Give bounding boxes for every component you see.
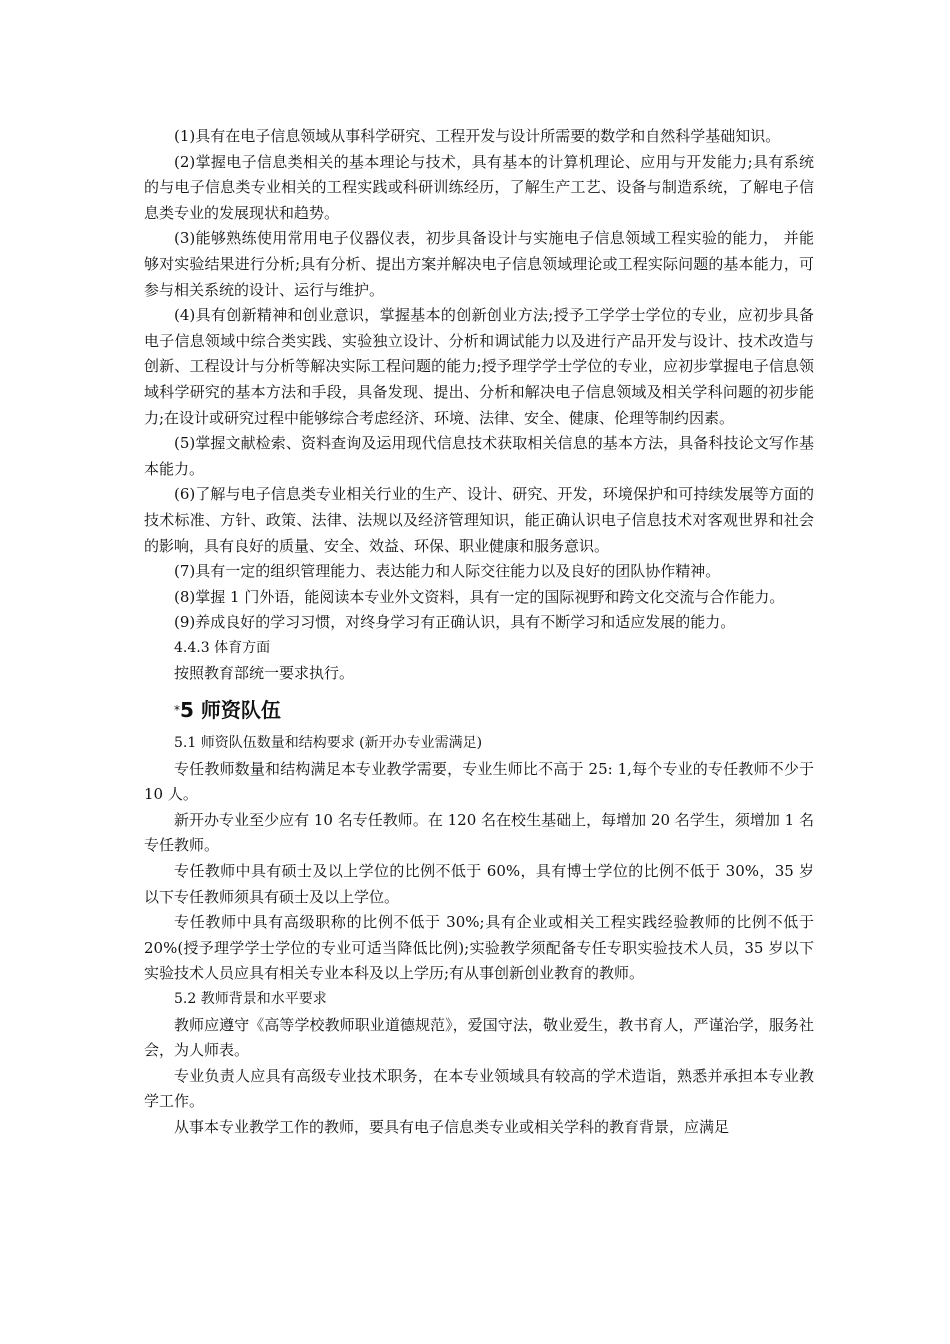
- paragraph-requirement-4: (4)具有创新精神和创业意识，掌握基本的创新创业方法;授予工学学士学位的专业，应初步具备电子信息领域中综合类实践、实验独立设计、分析和调试能力以及进行产品开发与设计、技术改造与创新、工程设计与分析等解决实际工程问题的能力;授予理学学士学位的专业，应初步掌握电子信息领域科学研究的基本方法和手段，具备发现、提出、分析和解决电子信息领域及相关学科问题的初步能力;在设计或研究过程中能够综合考虑经济、环境、法律、安全、健康、伦理等制约因素。: [144, 306, 814, 427]
- paragraph-5-1-a: 专任教师数量和结构满足本专业教学需要，专业生师比不高于 25: 1,每个专业的专任教师不少于 10 人。: [144, 759, 814, 804]
- paragraph-requirement-9: (9)养成良好的学习习惯，对终身学习有正确认识，具有不断学习和适应发展的能力。: [174, 613, 736, 632]
- paragraph-5-1-d: 专任教师中具有高级职称的比例不低于 30%;具有企业或相关工程实践经验教师的比例不低于 20%(授予理学学士学位的专业可适当降低比例);实验教学须配备专任专职实验技术人员，35 岁以下实验技术人员应具有相关专业本科及以上学历;有从事创新创业教育的教师。: [144, 913, 814, 983]
- document-body: [144, 124, 814, 1141]
- section-heading-5: [174, 696, 814, 724]
- paragraph-5-2-c: 从事本专业教学工作的教师，要具有电子信息类专业或相关学科的教育背景，应满足: [174, 1117, 730, 1136]
- paragraph-5-1-b: 新开办专业至少应有 10 名专任教师。在 120 名在校生基础上，每增加 20 名学生，须增加 1 名专任教师。: [144, 810, 814, 855]
- paragraph-requirement-2: (2)掌握电子信息类相关的基本理论与技术，具有基本的计算机理论、应用与开发能力;具有系统的与电子信息类专业相关的工程实践或科研训练经历，了解生产工艺、设备与制造系统，了解电子信息类专业的发展现状和趋势。: [144, 152, 814, 222]
- paragraph-requirement-7: (7)具有一定的组织管理能力、表达能力和人际交往能力以及良好的团队协作精神。: [174, 562, 721, 581]
- paragraph-requirement-8: (8)掌握 1 门外语，能阅读本专业外文资料，具有一定的国际视野和跨文化交流与合作能力。: [174, 587, 785, 606]
- paragraph-requirement-1: (1)具有在电子信息领域从事科学研究、工程开发与设计所需要的数学和自然科学基础知识。: [174, 127, 781, 145]
- subheading-4-4-3: 4.4.3 体育方面: [174, 639, 271, 656]
- paragraph-5-2-b: 专业负责人应具有高级专业技术职务，在本专业领域具有较高的学术造诣，熟悉并承担本专业教学工作。: [144, 1066, 814, 1111]
- paragraph-5-2-a: 教师应遵守《高等学校教师职业道德规范》，爱国守法，敬业爱生，教书育人，严谨治学，服务社会，为人师表。: [144, 1015, 814, 1060]
- paragraph-requirement-5: (5)掌握文献检索、资料查询及运用现代信息技术获取相关信息的基本方法，具备科技论文写作基本能力。: [144, 434, 814, 478]
- subheading-5-2: 5.2 教师背景和水平要求: [174, 991, 327, 1007]
- paragraph-5-1-c: 专任教师中具有硕士及以上学位的比例不低于 60%，具有博士学位的比例不低于 30%，35 岁以下专任教师须具有硕士及以上学位。: [144, 862, 814, 906]
- paragraph-requirement-6: (6)了解与电子信息类专业相关行业的生产、设计、研究、开发，环境保护和可持续发展等方面的技术标准、方针、政策、法律、法规以及经济管理知识，能正确认识电子信息技术对客观世界和社会的影响，具有良好的质量、安全、效益、环保、职业健康和服务意识。: [144, 485, 814, 555]
- heading-asterisk: *: [174, 703, 180, 718]
- paragraph-requirement-3: (3)能够熟练使用常用电子仪器仪表，初步具备设计与实施电子信息领域工程实验的能力， 并能够对实验结果进行分析;具有分析、提出方案并解决电子信息领域理论或工程实际问题的基本能力，可参与相关系统的设计、运行与维护。: [144, 229, 814, 299]
- heading-text: 5 师资队伍: [180, 698, 281, 723]
- paragraph-4-4-3: 按照教育部统一要求执行。: [174, 664, 355, 683]
- subheading-5-1: 5.1 师资队伍数量和结构要求 (新开办专业需满足): [174, 735, 483, 752]
